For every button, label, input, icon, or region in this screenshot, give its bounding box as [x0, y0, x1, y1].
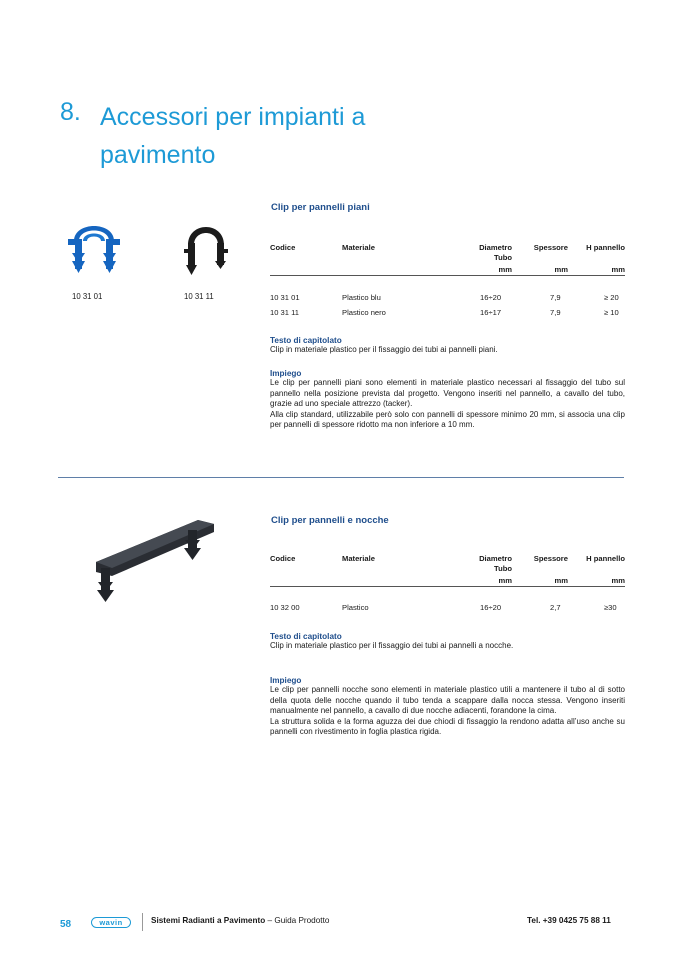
table-row	[270, 603, 625, 618]
table-header	[270, 243, 625, 275]
wavin-logo: wavin	[91, 917, 131, 928]
header-spessore: Spessore	[533, 243, 568, 252]
header-codice: Codice	[270, 243, 296, 252]
footer-telephone: Tel. +39 0425 75 88 11	[527, 916, 611, 925]
section1-capitolato	[270, 336, 625, 356]
impiego-heading: Impiego	[270, 676, 302, 685]
chapter-title: Accessori per impianti a pavimento	[100, 103, 366, 169]
section2-table	[270, 554, 625, 618]
cell-diametro: 16÷20	[480, 293, 502, 302]
header-diametro-tubo: Tubo	[494, 253, 512, 262]
impiego-text-2: Alla clip standard, utilizzabile però solo con pannelli di spessore minimo 20 mm, si associa una clip per pannelli di spessore ridotto ma non inferiore a 10 mm.	[270, 409, 625, 430]
impiego-text: Le clip per pannelli piani sono elementi in materiale plastico necessari al fissaggio del tubo sul pannello nella posizione prevista dal progetto. Vengono inseriti nel pannello, a cavallo del tubo, grazie ad uno speciale attrezzo (tacker).	[270, 378, 625, 409]
header-diametro: Diametro	[479, 554, 512, 563]
header-codice: Codice	[270, 554, 296, 563]
cell-spessore: 7,9	[550, 293, 561, 302]
image-code-label: 10 31 11	[184, 292, 214, 301]
header-diametro-tubo: Tubo	[494, 564, 512, 573]
section1-images	[60, 215, 250, 305]
cell-materiale: Plastico nero	[342, 308, 386, 317]
cell-codice: 10 32 00	[270, 603, 300, 612]
black-clip-icon	[184, 215, 228, 279]
cell-materiale: Plastico	[342, 603, 369, 612]
capitolato-heading: Testo di capitolato	[270, 336, 342, 345]
capitolato-text: Clip in materiale plastico per il fissaggio dei tubi ai pannelli piani.	[270, 345, 498, 354]
cell-hpannello: ≥30	[604, 603, 617, 612]
header-unit: mm	[554, 265, 568, 274]
staple-clip-icon	[90, 510, 220, 605]
blue-clip-icon	[66, 215, 122, 275]
footer-title	[151, 916, 329, 925]
header-unit: mm	[611, 265, 625, 274]
header-unit: mm	[554, 576, 568, 585]
cell-hpannello: ≥ 10	[604, 308, 619, 317]
image-code-label: 10 31 01	[72, 292, 103, 301]
table-row	[270, 293, 625, 308]
header-unit: mm	[498, 265, 512, 274]
header-rule	[270, 586, 625, 603]
header-materiale: Materiale	[342, 554, 375, 563]
footer-title-bold: Sistemi Radianti a Pavimento	[151, 916, 266, 925]
header-unit: mm	[498, 576, 512, 585]
section2-impiego	[270, 676, 625, 738]
impiego-text-2: La struttura solida e la forma aguzza dei due chiodi di fissaggio la rendono adatta all’uso anche su pannelli con rivestimento in foglia plastica rigida.	[270, 716, 625, 737]
cell-hpannello: ≥ 20	[604, 293, 619, 302]
cell-spessore: 7,9	[550, 308, 561, 317]
header-materiale: Materiale	[342, 243, 375, 252]
capitolato-text: Clip in materiale plastico per il fissaggio dei tubi ai pannelli a nocche.	[270, 641, 514, 650]
cell-codice: 10 31 01	[270, 293, 300, 302]
section2-title: Clip per pannelli e nocche	[271, 515, 389, 526]
impiego-heading: Impiego	[270, 369, 302, 378]
cell-spessore: 2,7	[550, 603, 561, 612]
chapter-number: 8.	[60, 98, 81, 126]
section-divider	[58, 477, 624, 478]
section1-table	[270, 243, 625, 323]
section1-title: Clip per pannelli piani	[271, 202, 370, 213]
page-number: 58	[60, 919, 72, 930]
header-diametro: Diametro	[479, 243, 512, 252]
header-hpannello: H pannello	[586, 554, 625, 563]
header-hpannello: H pannello	[586, 243, 625, 252]
cell-diametro: 16÷17	[480, 308, 502, 317]
section1-impiego	[270, 369, 625, 431]
table-header	[270, 554, 625, 586]
header-rule	[270, 275, 625, 293]
cell-codice: 10 31 11	[270, 308, 299, 317]
footer-title-rest: – Guida Prodotto	[265, 916, 330, 925]
header-unit: mm	[611, 576, 625, 585]
cell-diametro: 16÷20	[480, 603, 502, 612]
section2-capitolato	[270, 632, 625, 652]
footer-separator	[142, 913, 143, 931]
impiego-text: Le clip per pannelli nocche sono elementi in materiale plastico utili a mantenere il tubo al di sotto della quota delle nocche quando il tubo tenda a scappare dalla nocca stessa. Vengono inseriti manualmente nel pannello, a cavallo di due nocche adiacenti, forandone la cima.	[270, 685, 625, 716]
cell-materiale: Plastico blu	[342, 293, 381, 302]
header-spessore: Spessore	[533, 554, 568, 563]
capitolato-heading: Testo di capitolato	[270, 632, 342, 641]
table-row	[270, 308, 625, 323]
